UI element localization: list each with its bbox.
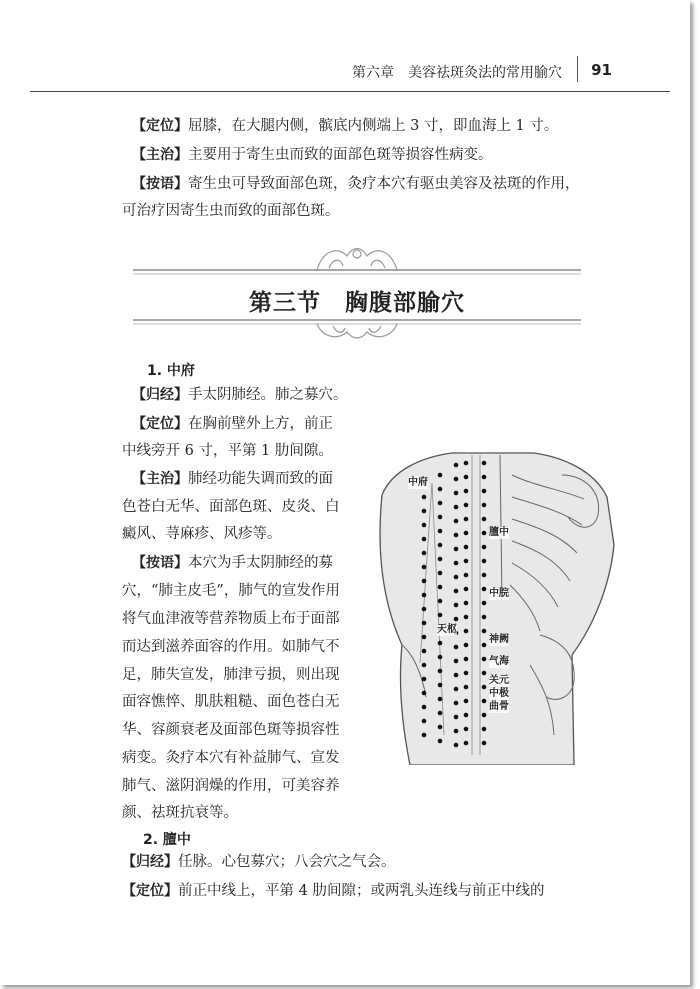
paragraph-line <box>122 581 340 601</box>
label-tag: 【定位】 <box>122 883 178 899</box>
acupoint-dot <box>482 629 487 634</box>
acupoint-dot <box>454 687 459 692</box>
label-tag: 【定位】 <box>132 118 188 134</box>
acupoint-dot <box>422 705 427 710</box>
section-title: 第三节 胸腹部腧穴 <box>249 289 465 316</box>
acupoint-dot <box>454 645 459 650</box>
paragraph-line <box>122 776 340 796</box>
acupoint-dot <box>454 533 459 538</box>
line-text: 可治疗因寄生虫而致的面部色斑。 <box>122 203 340 219</box>
acupoint-dot <box>482 615 487 620</box>
acupoint-dot <box>454 743 459 748</box>
acupoint-dot <box>482 601 487 606</box>
paragraph-line <box>122 441 333 461</box>
acupoint-dot <box>454 519 459 524</box>
paragraph-line <box>122 881 544 901</box>
acupoint-label-tanzhong: 膻中 <box>489 527 509 538</box>
acupoint-dot <box>422 621 427 626</box>
acupoint-dot <box>438 501 443 506</box>
header-rule <box>30 91 670 92</box>
paragraph-line <box>122 720 340 740</box>
line-text: 本穴为手太阴肺经的募 <box>188 555 333 571</box>
paragraph-line <box>122 201 340 221</box>
label-tag: 【定位】 <box>132 416 188 432</box>
line-text: 任脉。心包募穴；八会穴之气会。 <box>178 854 396 870</box>
acupoint-dot <box>482 475 487 480</box>
point-heading: 1. 中府 <box>147 363 195 379</box>
point-heading: 2. 膻中 <box>143 832 191 848</box>
acupoint-dot <box>422 551 427 556</box>
acupoint-dot <box>454 505 459 510</box>
paragraph-line <box>122 497 340 517</box>
page-number: 91 <box>591 61 612 79</box>
acupoint-dot <box>454 729 459 734</box>
acupoint-dot <box>464 503 469 508</box>
line-text: 屈膝，在大腿内侧，髌底内侧端上 3 寸，即血海上 1 寸。 <box>188 118 559 134</box>
acupoint-dot <box>438 487 443 492</box>
acupoint-dot <box>438 711 443 716</box>
acupoint-label-zhongfu: 中府 <box>408 477 428 488</box>
acupoint-dot <box>438 613 443 618</box>
acupoint-dot <box>422 663 427 668</box>
acupoint-dot <box>464 629 469 634</box>
paragraph-line <box>122 665 340 685</box>
acupoint-dot <box>482 531 487 536</box>
acupoint-dot <box>454 561 459 566</box>
acupoint-dot <box>422 649 427 654</box>
acupoint-dot <box>482 685 487 690</box>
acupoint-dot <box>482 587 487 592</box>
acupoint-dot <box>482 489 487 494</box>
acupoint-dot <box>454 673 459 678</box>
acupoint-dot <box>438 557 443 562</box>
acupoint-dot <box>482 699 487 704</box>
acupoint-dot <box>422 537 427 542</box>
acupoint-dot <box>438 585 443 590</box>
line-text: 中线旁开 6 寸，平第 1 肋间隙。 <box>122 443 333 459</box>
line-text: 前正中线上，平第 4 肋间隙；或两乳头连线与前正中线的 <box>178 883 545 899</box>
acupoint-dot <box>454 701 459 706</box>
acupoint-dot <box>422 579 427 584</box>
acupoint-dot <box>482 545 487 550</box>
paragraph-line <box>122 609 340 629</box>
acupoint-dot <box>464 713 469 718</box>
acupoint-dot <box>482 741 487 746</box>
acupoint-dot <box>464 531 469 536</box>
paragraph-line <box>122 692 340 712</box>
acupoint-dot <box>422 523 427 528</box>
line-text: 病变。灸疗本穴有补益肺气、宣发 <box>122 750 340 766</box>
label-tag: 【归经】 <box>132 387 188 403</box>
acupoint-dot <box>438 515 443 520</box>
section-banner <box>133 240 581 340</box>
acupoint-dot <box>454 463 459 468</box>
line-text: 穴，“肺主皮毛”，肺气的宣发作用 <box>122 583 340 599</box>
acupoint-label-tianshu: 天枢 <box>437 624 457 635</box>
label-tag: 【归经】 <box>122 854 178 870</box>
acupoint-dot <box>482 573 487 578</box>
label-tag: 【按语】 <box>132 176 188 192</box>
acupoint-dot <box>438 641 443 646</box>
acupoint-dot <box>482 559 487 564</box>
acupoint-dot <box>464 573 469 578</box>
acupoint-dot <box>464 671 469 676</box>
line-text: 颜、祛斑抗衰等。 <box>122 805 238 821</box>
paragraph-line <box>132 174 580 194</box>
label-tag: 【主治】 <box>132 147 188 163</box>
line-text: 手太阴肺经。肺之募穴。 <box>188 387 348 403</box>
header-separator <box>577 56 578 82</box>
acupoint-dot <box>482 727 487 732</box>
acupoint-dot <box>454 477 459 482</box>
acupoint-dot <box>482 461 487 466</box>
acupoint-dot <box>464 727 469 732</box>
acupoint-dot <box>454 589 459 594</box>
acupoint-dot <box>482 517 487 522</box>
acupoint-dot <box>422 509 427 514</box>
acupoint-label-zhongji: 中极 <box>489 688 509 699</box>
paragraph-line <box>122 803 238 823</box>
paragraph-line <box>132 469 333 489</box>
line-text: 肺气、滋阴润燥的作用，可美容养 <box>122 778 340 794</box>
acupoint-dot <box>438 571 443 576</box>
acupoint-dot <box>464 685 469 690</box>
paragraph-line <box>122 637 340 657</box>
acupoint-dot <box>464 615 469 620</box>
acupoint-dot <box>464 545 469 550</box>
label-tag: 【按语】 <box>132 555 188 571</box>
line-text: 华、容颜衰老及面部色斑等损容性 <box>122 722 340 738</box>
paragraph-line <box>132 385 348 405</box>
acupoint-dot <box>438 529 443 534</box>
chapter-title: 第六章 美容祛斑灸法的常用腧穴 <box>352 65 562 81</box>
running-header <box>30 48 670 92</box>
acupoint-dot <box>438 697 443 702</box>
acupoint-dot <box>422 593 427 598</box>
acupoint-dot <box>454 715 459 720</box>
acupoint-dot <box>464 517 469 522</box>
acupoint-dot <box>482 671 487 676</box>
line-text: 足，肺失宣发，肺津亏损，则出现 <box>122 667 340 683</box>
acupoint-label-shenque: 神阙 <box>489 634 509 645</box>
acupoint-dot <box>454 659 459 664</box>
line-text: 将气血津液等营养物质上布于面部 <box>122 611 340 627</box>
paragraph-line <box>122 852 396 872</box>
line-text: 癜风、荨麻疹、风疹等。 <box>122 526 282 542</box>
acupoint-dot <box>438 725 443 730</box>
line-text: 面容憔悴、肌肤粗糙、面色苍白无 <box>122 694 340 710</box>
acupoint-dot <box>454 491 459 496</box>
acupoint-label-zhongwan: 中脘 <box>489 588 509 599</box>
acupoint-dot <box>422 635 427 640</box>
line-text: 肺经功能失调而致的面 <box>188 471 333 487</box>
acupoint-dot <box>464 587 469 592</box>
acupoint-dot <box>438 599 443 604</box>
acupoint-dot <box>438 655 443 660</box>
torso-acupoint-figure <box>362 435 624 765</box>
acupoint-dot <box>438 683 443 688</box>
acupoint-label-qihai: 气海 <box>489 656 509 667</box>
acupoint-dot <box>438 669 443 674</box>
label-tag: 【主治】 <box>132 471 188 487</box>
paragraph-line <box>132 145 493 165</box>
line-text: 在胸前壁外上方，前正 <box>188 416 333 432</box>
acupoint-dot <box>464 741 469 746</box>
acupoint-dot <box>422 733 427 738</box>
acupoint-dot <box>438 739 443 744</box>
acupoint-label-guanyuan: 关元 <box>489 675 509 686</box>
acupoint-dot <box>482 713 487 718</box>
acupoint-dot <box>464 489 469 494</box>
acupoint-dot <box>422 495 427 500</box>
line-text: 色苍白无华、面部色斑、皮炎、白 <box>122 499 340 515</box>
acupoint-dot <box>422 565 427 570</box>
acupoint-label-qugu: 曲骨 <box>489 701 509 712</box>
acupoint-dot <box>482 643 487 648</box>
acupoint-dot <box>464 559 469 564</box>
acupoint-dot <box>482 503 487 508</box>
acupoint-dot <box>464 643 469 648</box>
acupoint-dot <box>464 475 469 480</box>
paragraph-line <box>132 553 333 573</box>
acupoint-dot <box>438 473 443 478</box>
acupoint-dot <box>454 575 459 580</box>
acupoint-dot <box>464 657 469 662</box>
acupoint-dot <box>422 607 427 612</box>
acupoint-dot <box>422 691 427 696</box>
line-text: 寄生虫可导致面部色斑，灸疗本穴有驱虫美容及祛斑的作用， <box>188 176 580 192</box>
acupoint-dot <box>454 547 459 552</box>
paragraph-line <box>132 116 558 136</box>
acupoint-dot <box>464 461 469 466</box>
acupoint-dot <box>482 657 487 662</box>
acupoint-dot <box>454 617 459 622</box>
acupoint-dot <box>464 601 469 606</box>
paragraph-line <box>122 748 340 768</box>
acupoint-dot <box>422 677 427 682</box>
line-text: 主要用于寄生虫而致的面部色斑等损容性病变。 <box>188 147 493 163</box>
paragraph-line <box>122 524 282 544</box>
acupoint-dot <box>454 603 459 608</box>
line-text: 而达到滋养面容的作用。如肺气不 <box>122 639 340 655</box>
acupoint-dot <box>422 719 427 724</box>
torso-illustration-icon <box>362 435 624 765</box>
acupoint-dot <box>438 543 443 548</box>
paragraph-line <box>132 414 333 434</box>
acupoint-dot <box>464 699 469 704</box>
